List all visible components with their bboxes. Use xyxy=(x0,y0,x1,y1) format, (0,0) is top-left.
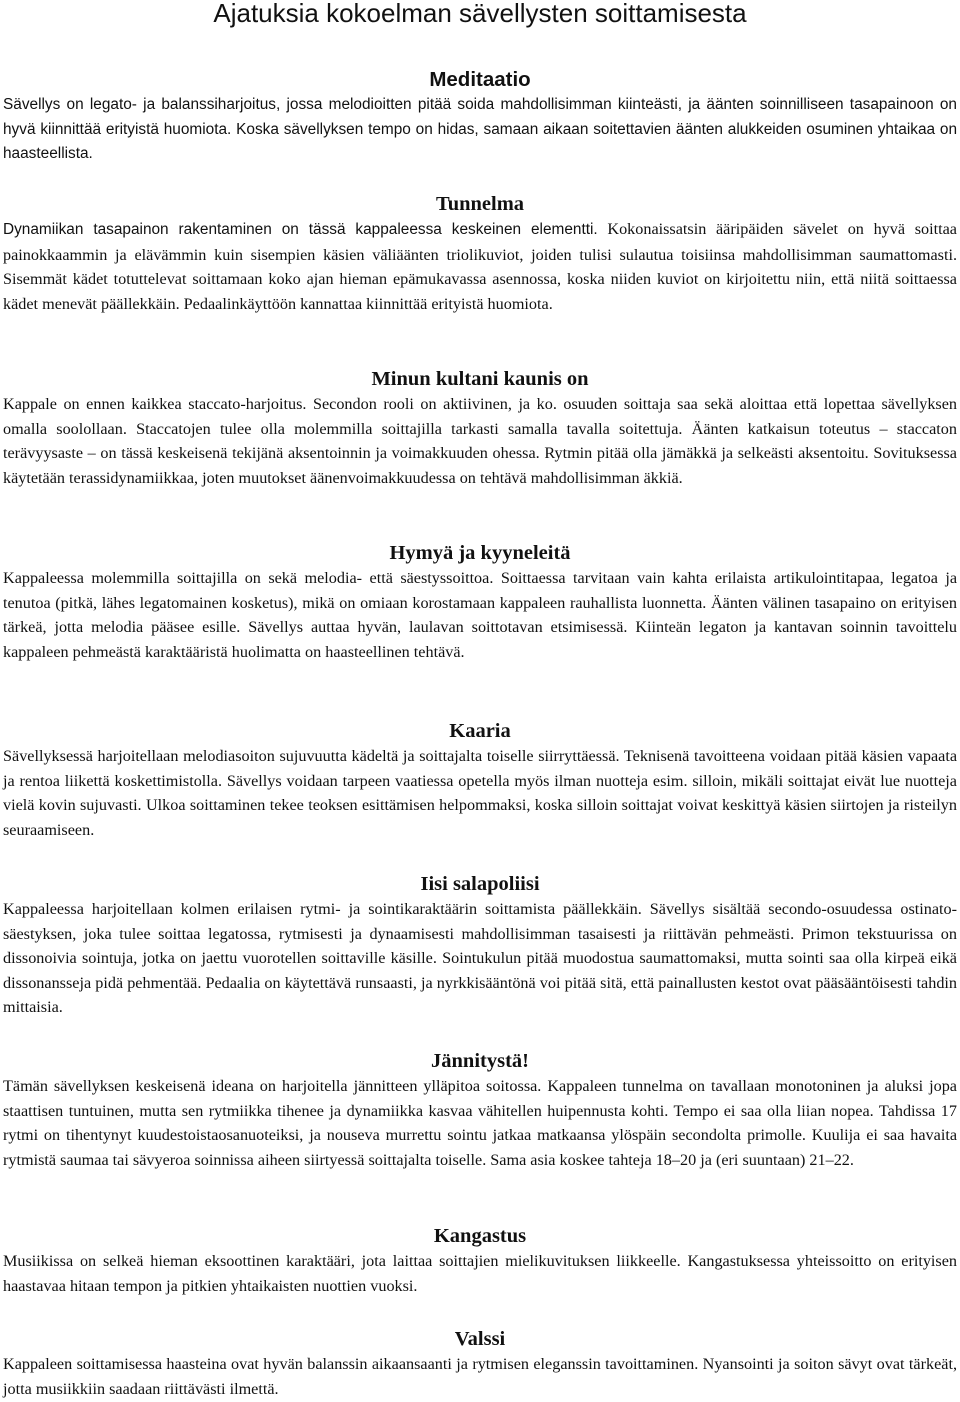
section-body: Tämän sävellyksen keskeisenä ideana on harjoitella jännitteen ylläpitoa soitossa. Kappaleen tunnelma on tavallaan monotoninen ja aluksi jopa staattisen tuntuinen, mutta sen rytmiikka tihenee ja dynamiikka kasvaa vähitellen huipennusta kohti. Tempo ei saa olla liian nopea. Tahdissa 17 rytmi on tihentynyt kuudestoistaosanuoteiksi, ja nouseva murrettu sointu jatkaa matkaansa ylöspäin secondolta primolle. Kuulija ei saa havaita rytmistä saumaa tai sävyeroa soinnissa aiheen siirtyessä soittajalta toiselle. Sama asia koskee tahteja 18–20 ja (eri suuntaan) 21–22. xyxy=(3,1077,957,1169)
section-body: Kappaleen soittamisessa haasteina ovat hyvän balanssin aikaansaanti ja rytmisen eleganssin tavoittaminen. Nyansointi ja soiton sävyt ovat tärkeät, jotta musiikkiin saadaan riittävästi ilmettä. xyxy=(3,1355,957,1398)
section-tunnelma xyxy=(3,191,957,316)
section-body: Musiikissa on selkeä hieman eksoottinen karaktääri, jota laittaa soittajien mielikuvituksen liikkeelle. Kangastuksessa yhteissoitto on erityisen haastavaa hitaan tempon ja pitkien yhtaikaisten nuottien vuoksi. xyxy=(3,1252,957,1295)
document-title: Ajatuksia kokoelman sävellysten soittamisesta xyxy=(213,0,747,28)
section-heading: Iisi salapoliisi xyxy=(420,873,540,895)
section-kaaria xyxy=(3,718,957,842)
section-body-rest: Kokonaissatsin ääripäiden sävelet on hyvä soittaa painokkaammin ja elävämmin kuin sisempien käsien väliäänten triolikuviot, joiden tulisi sulautua toisiinsa mahdollisimman saumattomasti. Sisemmät kädet totuttelevat soittamaan koko ajan hieman epämukavassa asennossa, koska niiden kuviot on kirjoitettu niin, että niitä soittaessa kädet menevät päällekkäin. Pedaalinkäyttöön kannattaa kiinnittää erityistä huomiota. xyxy=(3,220,957,313)
section-heading: Minun kultani kaunis on xyxy=(371,368,589,390)
section-heading: Kaaria xyxy=(449,720,511,742)
section-body: Kappale on ennen kaikkea staccato-harjoitus. Secondon rooli on aktiivinen, ja ko. osuuden soittaja saa sekä aloittaa että lopettaa sävellyksen omalla soolollaan. Staccatojen tulee olla molemmilla soittajilla tarkasti samalla tavalla soitettuja. Äänten katkaisun toteutus – staccaton terävyysaste – on tässä keskeisenä tekijänä aksentoinnin ja voimakkuuden ohessa. Rytmin pitää olla jämäkkä ja selkeästi aksentoitu. Sovituksessa käytetään terassidynamiikkaa, joten muutokset äänenvoimakkuudessa on tehtävä mahdollisimman äkkiä. xyxy=(3,395,957,487)
section-heading: Valssi xyxy=(454,1328,506,1350)
section-valssi xyxy=(3,1326,957,1401)
section-heading: Kangastus xyxy=(433,1225,527,1247)
section-body: Kappaleessa molemmilla soittajilla on sekä melodia- että säestyssoittoa. Soittaessa tarvitaan vain kahta erilaista artikulointitapaa, legatoa ja tenutoa (pitkä, lähes legatomainen kosketus), mikä on omiaan korostamaan kappaleen rauhallista luonnetta. Äänten välinen tasapaino on erityisen tärkeä, jotta melodia pääsee esille. Sävellys auttaa hyvän, laulavan soittotavan etsimisessä. Kiinteän legaton ja kantavan soinnin tavoittelu kappaleen pehmeästä karaktääristä huolimatta on haasteellinen tehtävä. xyxy=(3,569,957,661)
section-heading: Jännitystä! xyxy=(431,1050,529,1072)
section-heading: Tunnelma xyxy=(435,193,525,215)
section-body-lead: Dynamiikan tasapainon rakentaminen on tässä kappaleessa keskeinen elementti. xyxy=(3,221,598,238)
section-iisi-salapoliisi xyxy=(3,871,957,1020)
section-heading: Hymyä ja kyyneleitä xyxy=(389,542,571,564)
section-body: Sävellys on legato- ja balanssiharjoitus, jossa melodioitten pitää soida mahdollisimman kiinteästi, ja äänten soinnilliseen tasapainoon on hyvä kiinnittää erityistä huomiota. Koska sävellyksen tempo on hidas, samaan aikaan soitettavien äänten alukkeiden osuminen yhtaikaa on haasteellista. xyxy=(3,96,957,163)
section-body: Kappaleessa harjoitellaan kolmen erilaisen rytmi- ja sointikaraktäärin soittamista päällekkäin. Sävellys sisältää secondo-osuudessa ostinato-säestyksen, joka tulee soittaa legatossa, rytmisesti ja dynaamisesti mahdollisimman tasaisesti ja riittävän pehmeästi. Primon tekstuurissa on dissonoivia sointuja, jotka on jaettu vuorotellen soittaville käsille. Sointukulun pitää muodostua saumattomaksi, mutta sointi saa olla kirpeä eikä dissonansseja pidä pehmentää. Pedaalia on käytettävä runsaasti, ja nyrkkisääntönä voi pitää sitä, että painallusten kestot ovat pääsääntöisesti tahdin mittaisia. xyxy=(3,900,957,1017)
section-hymya-ja-kyyneleita xyxy=(3,540,957,664)
section-body: Sävellyksessä harjoitellaan melodiasoiton sujuvuutta kädeltä ja soittajalta toiselle siirryttäessä. Teknisenä tavoitteena voidaan pitää käsien vapaata ja rentoa liikettä koskettimistolla. Sävellys voidaan tarpeen vaatiessa opetella myös ilman nuotteja esim. silloin, mikäli soittajat eivät lue nuotteja vielä kovin sujuvasti. Ulkoa soittaminen tekee teoksen esittämisen helpommaksi, koska silloin soittajat voivat keskittyä käsien siirtojen ja risteilyn seuraamiseen. xyxy=(3,747,957,839)
section-body xyxy=(3,217,957,316)
section-jannitysta xyxy=(3,1048,957,1172)
section-minun-kultani-kaunis-on xyxy=(3,366,957,490)
section-heading: Meditaatio xyxy=(429,68,531,91)
section-meditaatio xyxy=(3,67,957,167)
section-kangastus xyxy=(3,1223,957,1298)
